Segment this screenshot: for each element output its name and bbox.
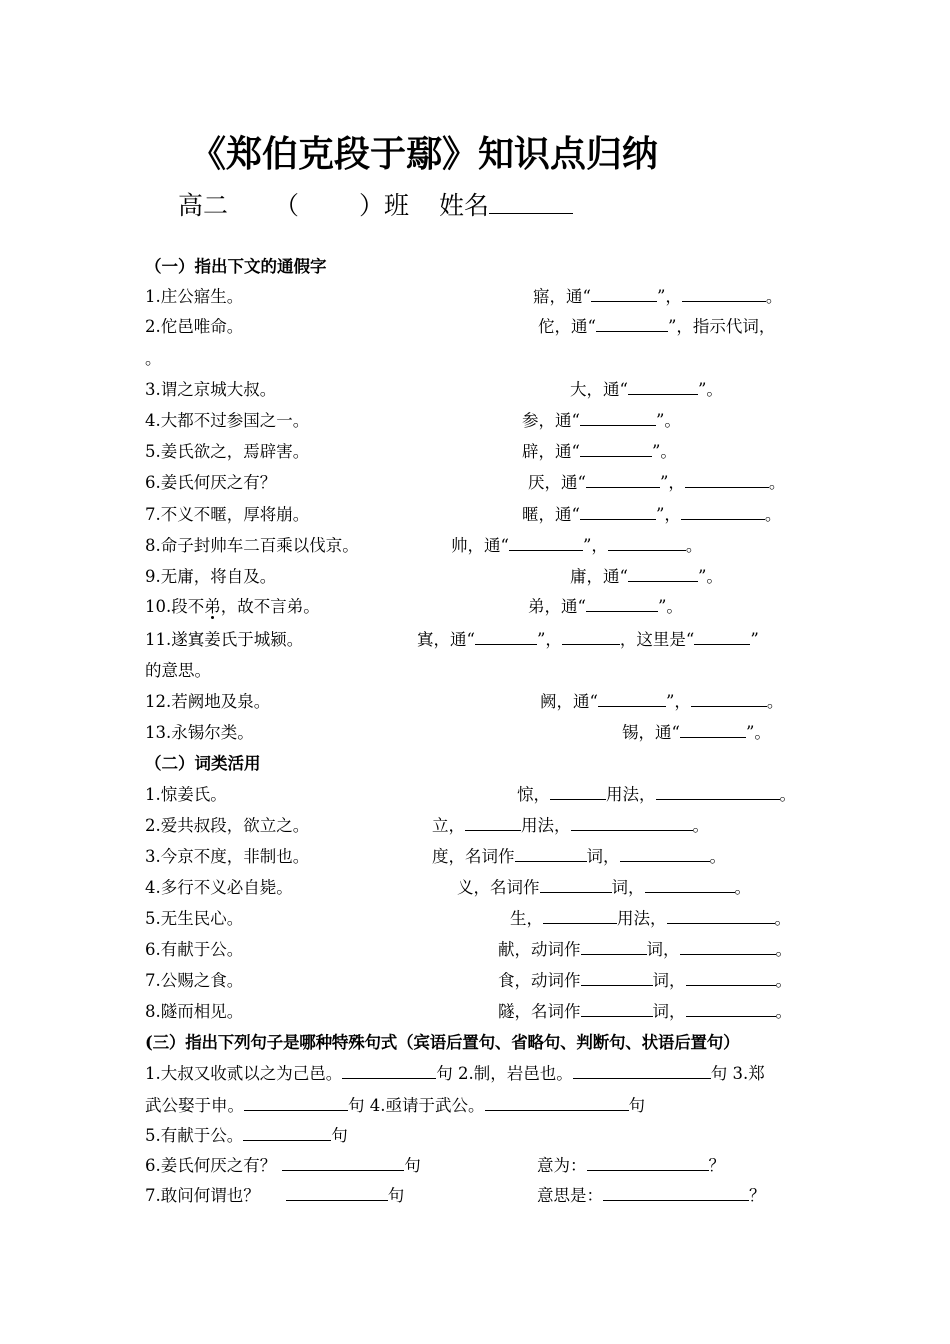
- name-label: 姓名: [439, 191, 490, 220]
- s1-answer-6: 厌，通“ ”， 。: [528, 469, 785, 497]
- s3-line-5-meaning: 意思是： ？: [537, 1182, 766, 1210]
- s1-answer-2: 佗，通“ ”，指示代词，: [538, 313, 775, 341]
- s1-answer-12: 阙，通“ ”， 。: [540, 688, 783, 716]
- blank[interactable]: [603, 1183, 749, 1201]
- s1-question-2: 2.佗邑唯命。: [145, 317, 244, 336]
- s1-question-8: 8.命子封帅车二百乘以伐京。: [145, 536, 359, 555]
- blank[interactable]: [485, 1093, 629, 1111]
- blank[interactable]: [515, 844, 587, 862]
- blank[interactable]: [342, 1061, 436, 1079]
- s1-question-4: 4.大都不过参国之一。: [145, 411, 310, 430]
- page-title: 《郑伯克段于鄢》知识点归纳: [190, 133, 659, 175]
- blank[interactable]: [686, 999, 776, 1017]
- s1-answer-10: 弟，通“ ”。: [528, 593, 683, 621]
- blank[interactable]: [465, 813, 521, 831]
- blank[interactable]: [681, 502, 765, 520]
- s2-answer-4: 义，名词作 词， 。: [457, 874, 751, 902]
- s3-line-2: 武公娶于申。 句 4.亟请于武公。 句: [145, 1092, 645, 1120]
- blank[interactable]: [571, 813, 693, 831]
- blank[interactable]: [628, 377, 698, 395]
- name-blank[interactable]: [489, 191, 573, 214]
- blank[interactable]: [244, 1093, 348, 1111]
- s2-question-1: 1.惊姜氏。: [145, 785, 227, 804]
- blank[interactable]: [645, 875, 735, 893]
- blank[interactable]: [691, 689, 767, 707]
- s1-answer-4: 参，通“ ”。: [522, 407, 681, 435]
- s2-question-5: 5.无生民心。: [145, 909, 244, 928]
- blank[interactable]: [598, 689, 666, 707]
- s1-question-3: 3.谓之京城大叔。: [145, 380, 277, 399]
- s2-answer-2: 立， 用法， 。: [432, 812, 709, 840]
- blank[interactable]: [680, 937, 776, 955]
- s1-question-6: 6.姜氏何厌之有？: [145, 473, 277, 492]
- s2-question-6: 6.有献于公。: [145, 940, 244, 959]
- blank[interactable]: [656, 782, 780, 800]
- section-1-heading: （一）指出下文的通假字: [145, 257, 327, 276]
- blank[interactable]: [680, 720, 746, 738]
- blank[interactable]: [596, 314, 668, 332]
- s1-answer-13: 锡，通“ ”。: [622, 719, 771, 747]
- blank[interactable]: [581, 937, 647, 955]
- s1-answer-1: 寤，通“ ”， 。: [533, 283, 782, 311]
- s1-answer-11: 寘，通“ ”， ，这里是“ ”: [417, 626, 759, 654]
- emphasis-dot-char: 弟: [204, 597, 221, 616]
- blank[interactable]: [550, 782, 606, 800]
- blank[interactable]: [286, 1183, 388, 1201]
- s1-answer-11-cont: 的意思。: [145, 661, 211, 680]
- blank[interactable]: [282, 1153, 404, 1171]
- s2-question-7: 7.公赐之食。: [145, 971, 244, 990]
- s1-answer-3: 大，通“ ”。: [570, 376, 723, 404]
- s1-answer-2-cont: 。: [145, 349, 162, 368]
- section-3-heading: (三）指出下列句子是哪种特殊句式（宾语后置句、省略句、判断句、状语后置句）: [145, 1033, 740, 1052]
- blank[interactable]: [580, 408, 656, 426]
- s3-line-5: 7.敢问何谓也？ 句: [145, 1182, 404, 1210]
- class-paren-close: ）班: [359, 191, 410, 220]
- blank[interactable]: [540, 875, 612, 893]
- s1-question-7: 7.不义不暱，厚将崩。: [145, 505, 310, 524]
- blank[interactable]: [581, 968, 653, 986]
- blank[interactable]: [608, 533, 686, 551]
- s2-answer-5: 生， 用法， 。: [510, 905, 791, 933]
- blank[interactable]: [580, 439, 652, 457]
- s2-question-3: 3.今京不度，非制也。: [145, 847, 310, 866]
- s2-answer-3: 度，名词作 词， 。: [432, 843, 726, 871]
- s3-line-4: 6.姜氏何厌之有？ 句: [145, 1152, 421, 1180]
- blank[interactable]: [694, 627, 750, 645]
- s1-question-11: 11.遂寘姜氏于城颍。: [145, 630, 304, 649]
- s1-answer-9: 庸，通“ ”。: [570, 563, 723, 591]
- s1-question-1: 1.庄公寤生。: [145, 287, 244, 306]
- blank[interactable]: [587, 1153, 709, 1171]
- s1-question-9: 9.无庸，将自及。: [145, 567, 277, 586]
- s3-line-1: 1.大叔又收贰以之为己邑。 句 2.制，岩邑也。 句 3.郑: [145, 1060, 765, 1088]
- s1-question-13: 13.永锡尔类。: [145, 723, 254, 742]
- s1-answer-7: 暱，通“ ”， 。: [522, 501, 781, 529]
- s3-line-4-meaning: 意为： ？: [537, 1152, 725, 1180]
- s1-question-5: 5.姜氏欲之，焉辟害。: [145, 442, 310, 461]
- blank[interactable]: [562, 627, 620, 645]
- blank[interactable]: [581, 999, 653, 1017]
- blank[interactable]: [475, 627, 537, 645]
- blank[interactable]: [543, 906, 617, 924]
- blank[interactable]: [682, 284, 766, 302]
- s2-answer-6: 献，动词作 词， 。: [498, 936, 792, 964]
- blank[interactable]: [509, 533, 583, 551]
- blank[interactable]: [573, 1061, 711, 1079]
- s1-question-10: 10.段不弟，故不言弟。: [145, 597, 320, 616]
- s1-question-12: 12.若阙地及泉。: [145, 692, 271, 711]
- s2-answer-1: 惊， 用法， 。: [517, 781, 796, 809]
- s2-question-4: 4.多行不义必自毙。: [145, 878, 293, 897]
- class-paren-open: （: [274, 191, 300, 220]
- s2-answer-8: 隧，名词作 词， 。: [498, 998, 792, 1026]
- s1-answer-8: 帅，通“ ”， 。: [451, 532, 702, 560]
- s1-answer-5: 辟，通“ ”。: [522, 438, 677, 466]
- blank[interactable]: [591, 284, 657, 302]
- blank[interactable]: [686, 968, 776, 986]
- blank[interactable]: [685, 470, 769, 488]
- blank[interactable]: [243, 1123, 331, 1141]
- s2-answer-7: 食，动词作 词， 。: [498, 967, 792, 995]
- blank[interactable]: [667, 906, 775, 924]
- s2-question-8: 8.隧而相见。: [145, 1002, 244, 1021]
- blank[interactable]: [580, 502, 656, 520]
- blank[interactable]: [586, 470, 660, 488]
- blank[interactable]: [586, 594, 658, 612]
- student-info-line: [178, 186, 573, 222]
- blank[interactable]: [628, 564, 698, 582]
- section-2-heading: （二）词类活用: [145, 754, 261, 773]
- s2-question-2: 2.爱共叔段，欲立之。: [145, 816, 310, 835]
- blank[interactable]: [620, 844, 710, 862]
- grade-label: 高二: [178, 191, 229, 220]
- s3-line-3: 5.有献于公。 句: [145, 1122, 348, 1150]
